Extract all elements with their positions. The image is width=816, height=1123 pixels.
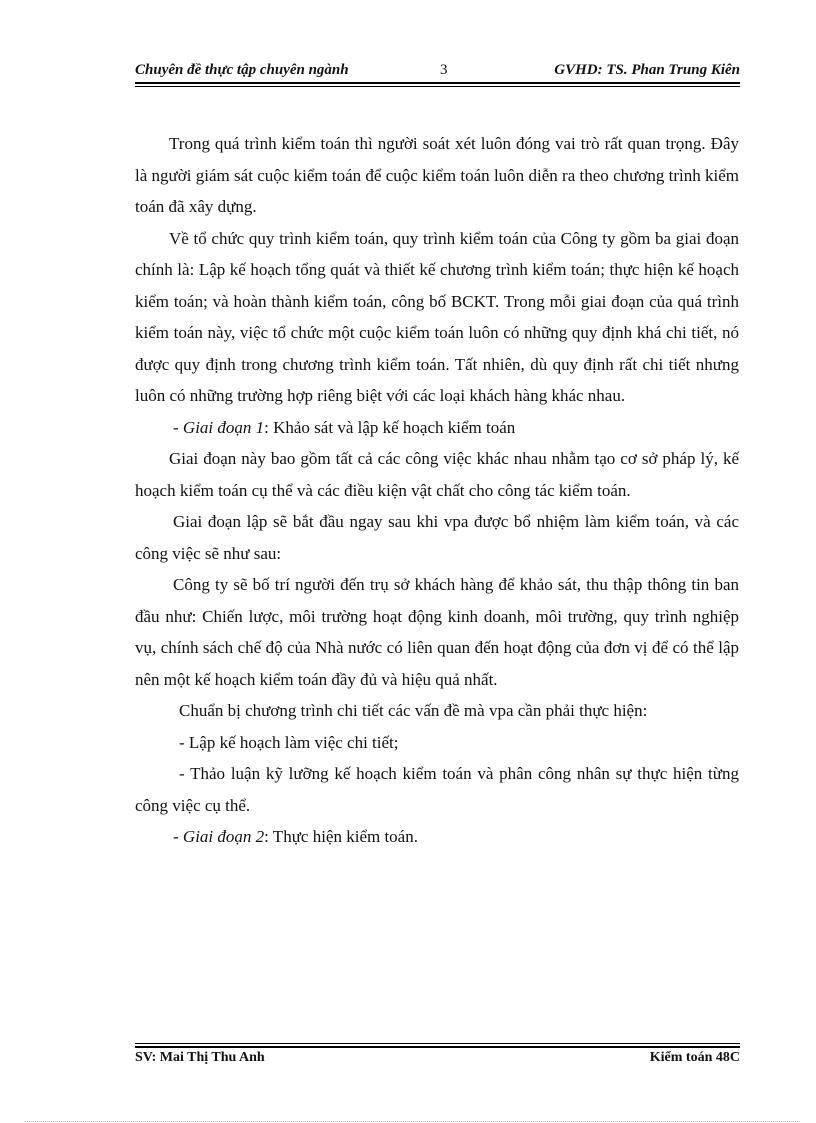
paragraph-survey: Công ty sẽ bố trí người đến trụ sở khách hàng để khảo sát, thu thập thông tin ban đầu như: Chiến lược, môi trường hoạt động kinh doanh, môi trường, quy trình nghiệp vụ, chính sách chế độ của Nhà nước có liên quan đến hoạt động của đơn vị để có thể lập nên một kế hoạch kiểm toán đầy đủ và hiệu quả nhất. bbox=[135, 575, 739, 689]
footer-student-name: SV: Mai Thị Thu Anh bbox=[135, 1050, 265, 1065]
page-edge-divider bbox=[25, 1121, 800, 1122]
header-supervisor: GVHD: TS. Phan Trung Kiên bbox=[554, 62, 740, 78]
paragraph-phase-1-start: Giai đoạn lập sẽ bắt đầu ngay sau khi vpa được bổ nhiệm làm kiểm toán, và các công việc sẽ như sau: bbox=[135, 512, 739, 563]
header-rule bbox=[135, 82, 740, 84]
page-footer bbox=[135, 1050, 740, 1070]
header-document-title: Chuyên đề thực tập chuyên ngành bbox=[135, 62, 349, 78]
list-item-detailed-plan: - Lập kế hoạch làm việc chi tiết; bbox=[179, 732, 399, 752]
phase-2-title: : Thực hiện kiểm toán. bbox=[264, 827, 418, 846]
phase-1-label: - Giai đoạn 1 bbox=[173, 417, 265, 437]
paragraph-reviewer-role: Trong quá trình kiểm toán thì người soát xét luôn đóng vai trò rất quan trọng. Đây là người giám sát cuộc kiểm toán để cuộc kiểm toán luôn diễn ra theo chương trình kiểm toán đã xây dựng. bbox=[135, 134, 739, 216]
footer-class: Kiểm toán 48C bbox=[649, 1050, 740, 1065]
paragraph-phase-1-heading bbox=[135, 412, 739, 444]
paragraph-audit-process: Về tổ chức quy trình kiểm toán, quy trình kiểm toán của Công ty gồm ba giai đoạn chính là: Lập kế hoạch tổng quát và thiết kế chương trình kiểm toán; thực hiện kế hoạch kiểm toán; và hoàn thành kiểm toán, công bố BCKT. Trong mỗi giai đoạn của quá trình kiểm toán này, việc tổ chức một cuộc kiểm toán luôn có những quy định khá chi tiết, nó được quy định trong chương trình kiểm toán. Tất nhiên, dù quy định rất chi tiết nhưng luôn có những trường hợp riêng biệt với các loại khách hàng khác nhau. bbox=[135, 228, 739, 405]
phase-1-title: : Khảo sát và lập kế hoạch kiểm toán bbox=[264, 417, 516, 437]
paragraph-phase-2-heading bbox=[135, 821, 739, 853]
paragraph-preparation: Chuẩn bị chương trình chi tiết các vấn đề mà vpa cần phải thực hiện: bbox=[179, 701, 648, 720]
paragraph-phase-1-description: Giai đoạn này bao gồm tất cả các công việc khác nhau nhằm tạo cơ sở pháp lý, kế hoạch kiểm toán cụ thể và các điều kiện vật chất cho công tác kiểm toán. bbox=[135, 449, 739, 500]
document-body bbox=[135, 128, 739, 853]
page-header bbox=[135, 60, 740, 82]
list-item-discussion: - Thảo luận kỹ lưỡng kế hoạch kiểm toán và phân công nhân sự thực hiện từng công việc cụ thể. bbox=[135, 764, 739, 815]
header-page-number: 3 bbox=[440, 62, 448, 78]
footer-rule-thin bbox=[135, 1043, 740, 1044]
header-rule-thin bbox=[135, 86, 740, 87]
footer-rule bbox=[135, 1046, 740, 1048]
phase-2-label: - Giai đoạn 2 bbox=[173, 827, 265, 846]
